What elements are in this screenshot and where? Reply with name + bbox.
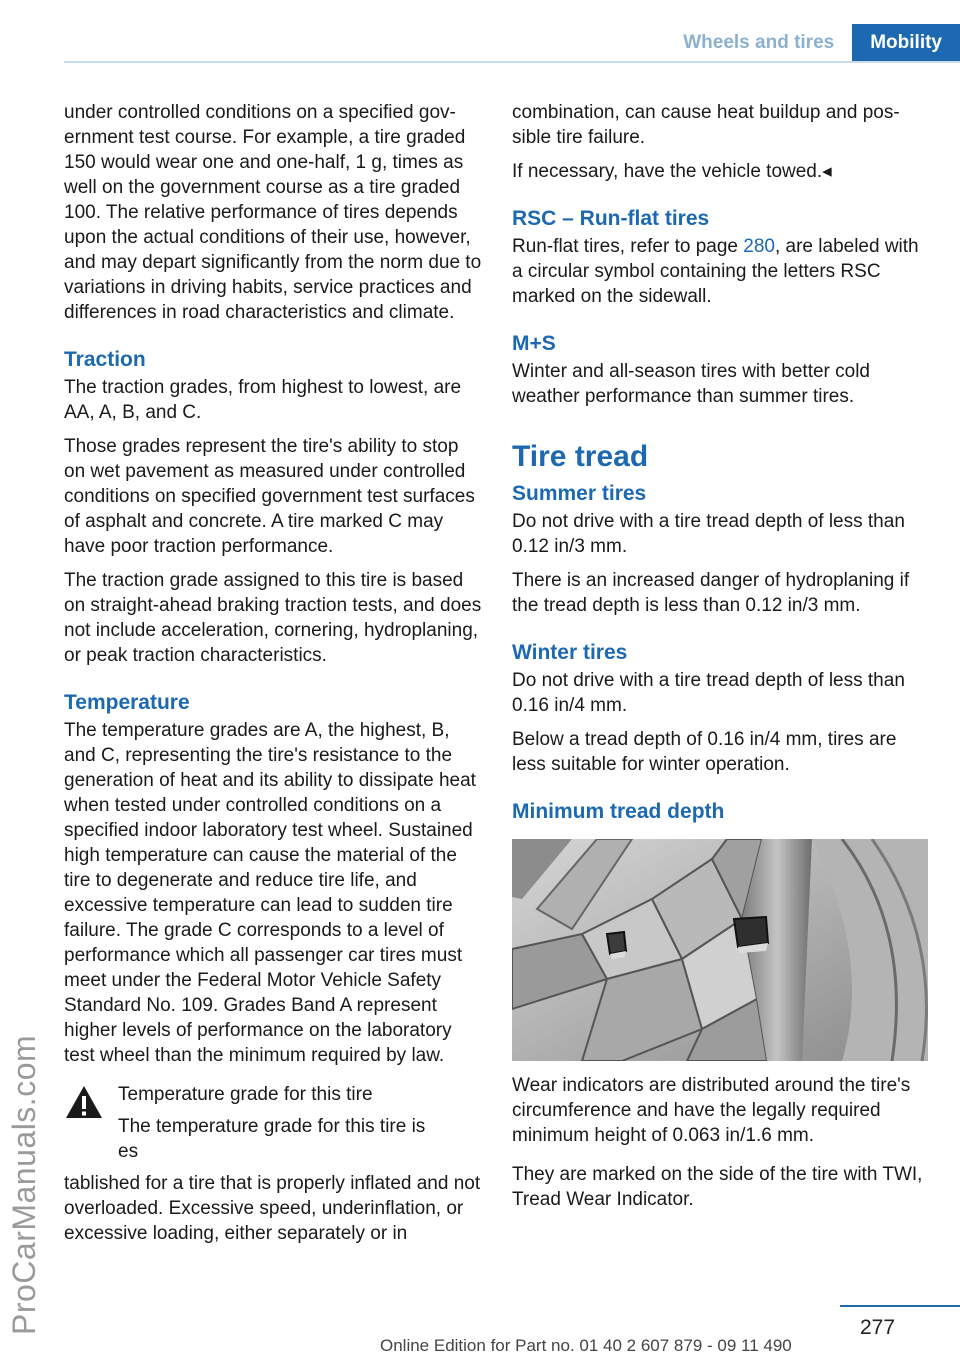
winter-tires-heading: Winter tires (512, 641, 628, 664)
footer-divider (840, 1305, 960, 1307)
continued-paragraph: combination, can cause heat buildup and possible tire failure. (512, 102, 900, 148)
tire-tread-illustration (512, 839, 928, 1061)
header-divider (64, 61, 960, 63)
rsc-paragraph (512, 234, 930, 309)
header-tabs (665, 24, 960, 62)
tab-mobility[interactable]: Mobility (852, 24, 960, 62)
summer-paragraph-1: Do not drive with a tire tread depth of less than 0.12 in/3 mm. (512, 511, 905, 557)
traction-paragraph-2: Those grades represent the tire's ability to stop on wet pavement as measured under controlled conditions on specified government test surfaces of asphalt and concrete. A tire marked C may have poor traction performance. (64, 436, 475, 557)
warning-title: Temperature grade for this tire (118, 1084, 373, 1105)
ms-heading: M+S (512, 332, 556, 355)
temperature-paragraph: The temperature grades are A, the highest, B, and C, representing the tire's resistance to the generation of heat and its ability to dissipate heat when tested under controlled conditions on a specified indoor laboratory test wheel. Sustained high temperature can cause the material of the tire to degenerate and reduce tire life, and excessive temperature can lead to sudden tire failure. The grade C corresponds to a level of performance which all passenger car tires must meet under the Federal Motor Vehicle Safety Standard No. 109. Grades Band A represent higher levels of performance on the laboratory test wheel than the minimum required by law. (64, 720, 476, 1066)
warning-text-first-line: The temperature grade for this tire is es (118, 1116, 426, 1162)
intro-paragraph: under controlled conditions on a specified government test course. For example, a tire graded 150 would wear one and one-half, 1 g, times as well on the government course as a tire graded 100. The relative performance of tires depends upon the actual conditions of their use, however, and may depart significantly from the norm due to variations in driving habits, service practices and differences in road characteristics and climate. (64, 102, 482, 323)
min-tread-paragraph-2: They are marked on the side of the tire with TWI, Tread Wear Indicator. (512, 1164, 923, 1210)
summer-paragraph-2: There is an increased danger of hydroplaning if the tread depth is less than 0.12 in/3 mm. (512, 570, 910, 616)
rsc-text-before: Run-flat tires, refer to page (512, 236, 744, 257)
traction-heading: Traction (64, 348, 146, 371)
winter-paragraph-2: Below a tread depth of 0.16 in/4 mm, tires are less suitable for winter operation. (512, 729, 897, 775)
minimum-tread-depth-heading: Minimum tread depth (512, 800, 725, 823)
left-column (64, 100, 482, 1255)
summer-tires-heading: Summer tires (512, 482, 647, 505)
warning-icon (64, 1084, 104, 1120)
winter-paragraph-1: Do not drive with a tire tread depth of less than 0.16 in/4 mm. (512, 670, 905, 716)
ms-paragraph: Winter and all-season tires with better cold weather performance than summer tires. (512, 361, 870, 407)
rsc-heading: RSC – Run-flat tires (512, 207, 710, 230)
side-watermark: ProCarManuals.com (6, 1034, 42, 1335)
tire-tread-heading: Tire tread (512, 440, 649, 473)
page-number: 277 (860, 1316, 896, 1339)
temperature-heading: Temperature (64, 691, 190, 714)
tire-tread-photo (512, 839, 928, 1061)
edition-footer: Online Edition for Part no. 01 40 2 607 879 - 09 11 490 (380, 1336, 792, 1355)
tow-note: If necessary, have the vehicle towed.◂ (512, 161, 832, 182)
traction-paragraph-1: The traction grades, from highest to lowest, are AA, A, B, and C. (64, 377, 462, 423)
tab-wheels-and-tires[interactable]: Wheels and tires (665, 24, 852, 62)
warning-body (118, 1082, 451, 1171)
page-280-link[interactable]: 280 (743, 236, 775, 257)
traction-paragraph-3: The traction grade assigned to this tire is based on straight-ahead braking traction tests, and does not include acceleration, cornering, hydroplaning, or peak traction characteristics. (64, 570, 482, 666)
rsc-text-after: , are labeled with a circular symbol containing the letters RSC marked on the sidewall. (512, 236, 919, 307)
right-column (512, 100, 930, 1221)
warning-text-continued: tablished for a tire that is properly inflated and not overloaded. Excessive speed, underinflation, or excessive loading, either separately or in (64, 1173, 481, 1244)
warning-note (64, 1082, 482, 1171)
min-tread-paragraph-1: Wear indicators are distributed around the tire's circumference and have the legally required minimum height of 0.063 in/1.6 mm. (512, 1075, 911, 1146)
